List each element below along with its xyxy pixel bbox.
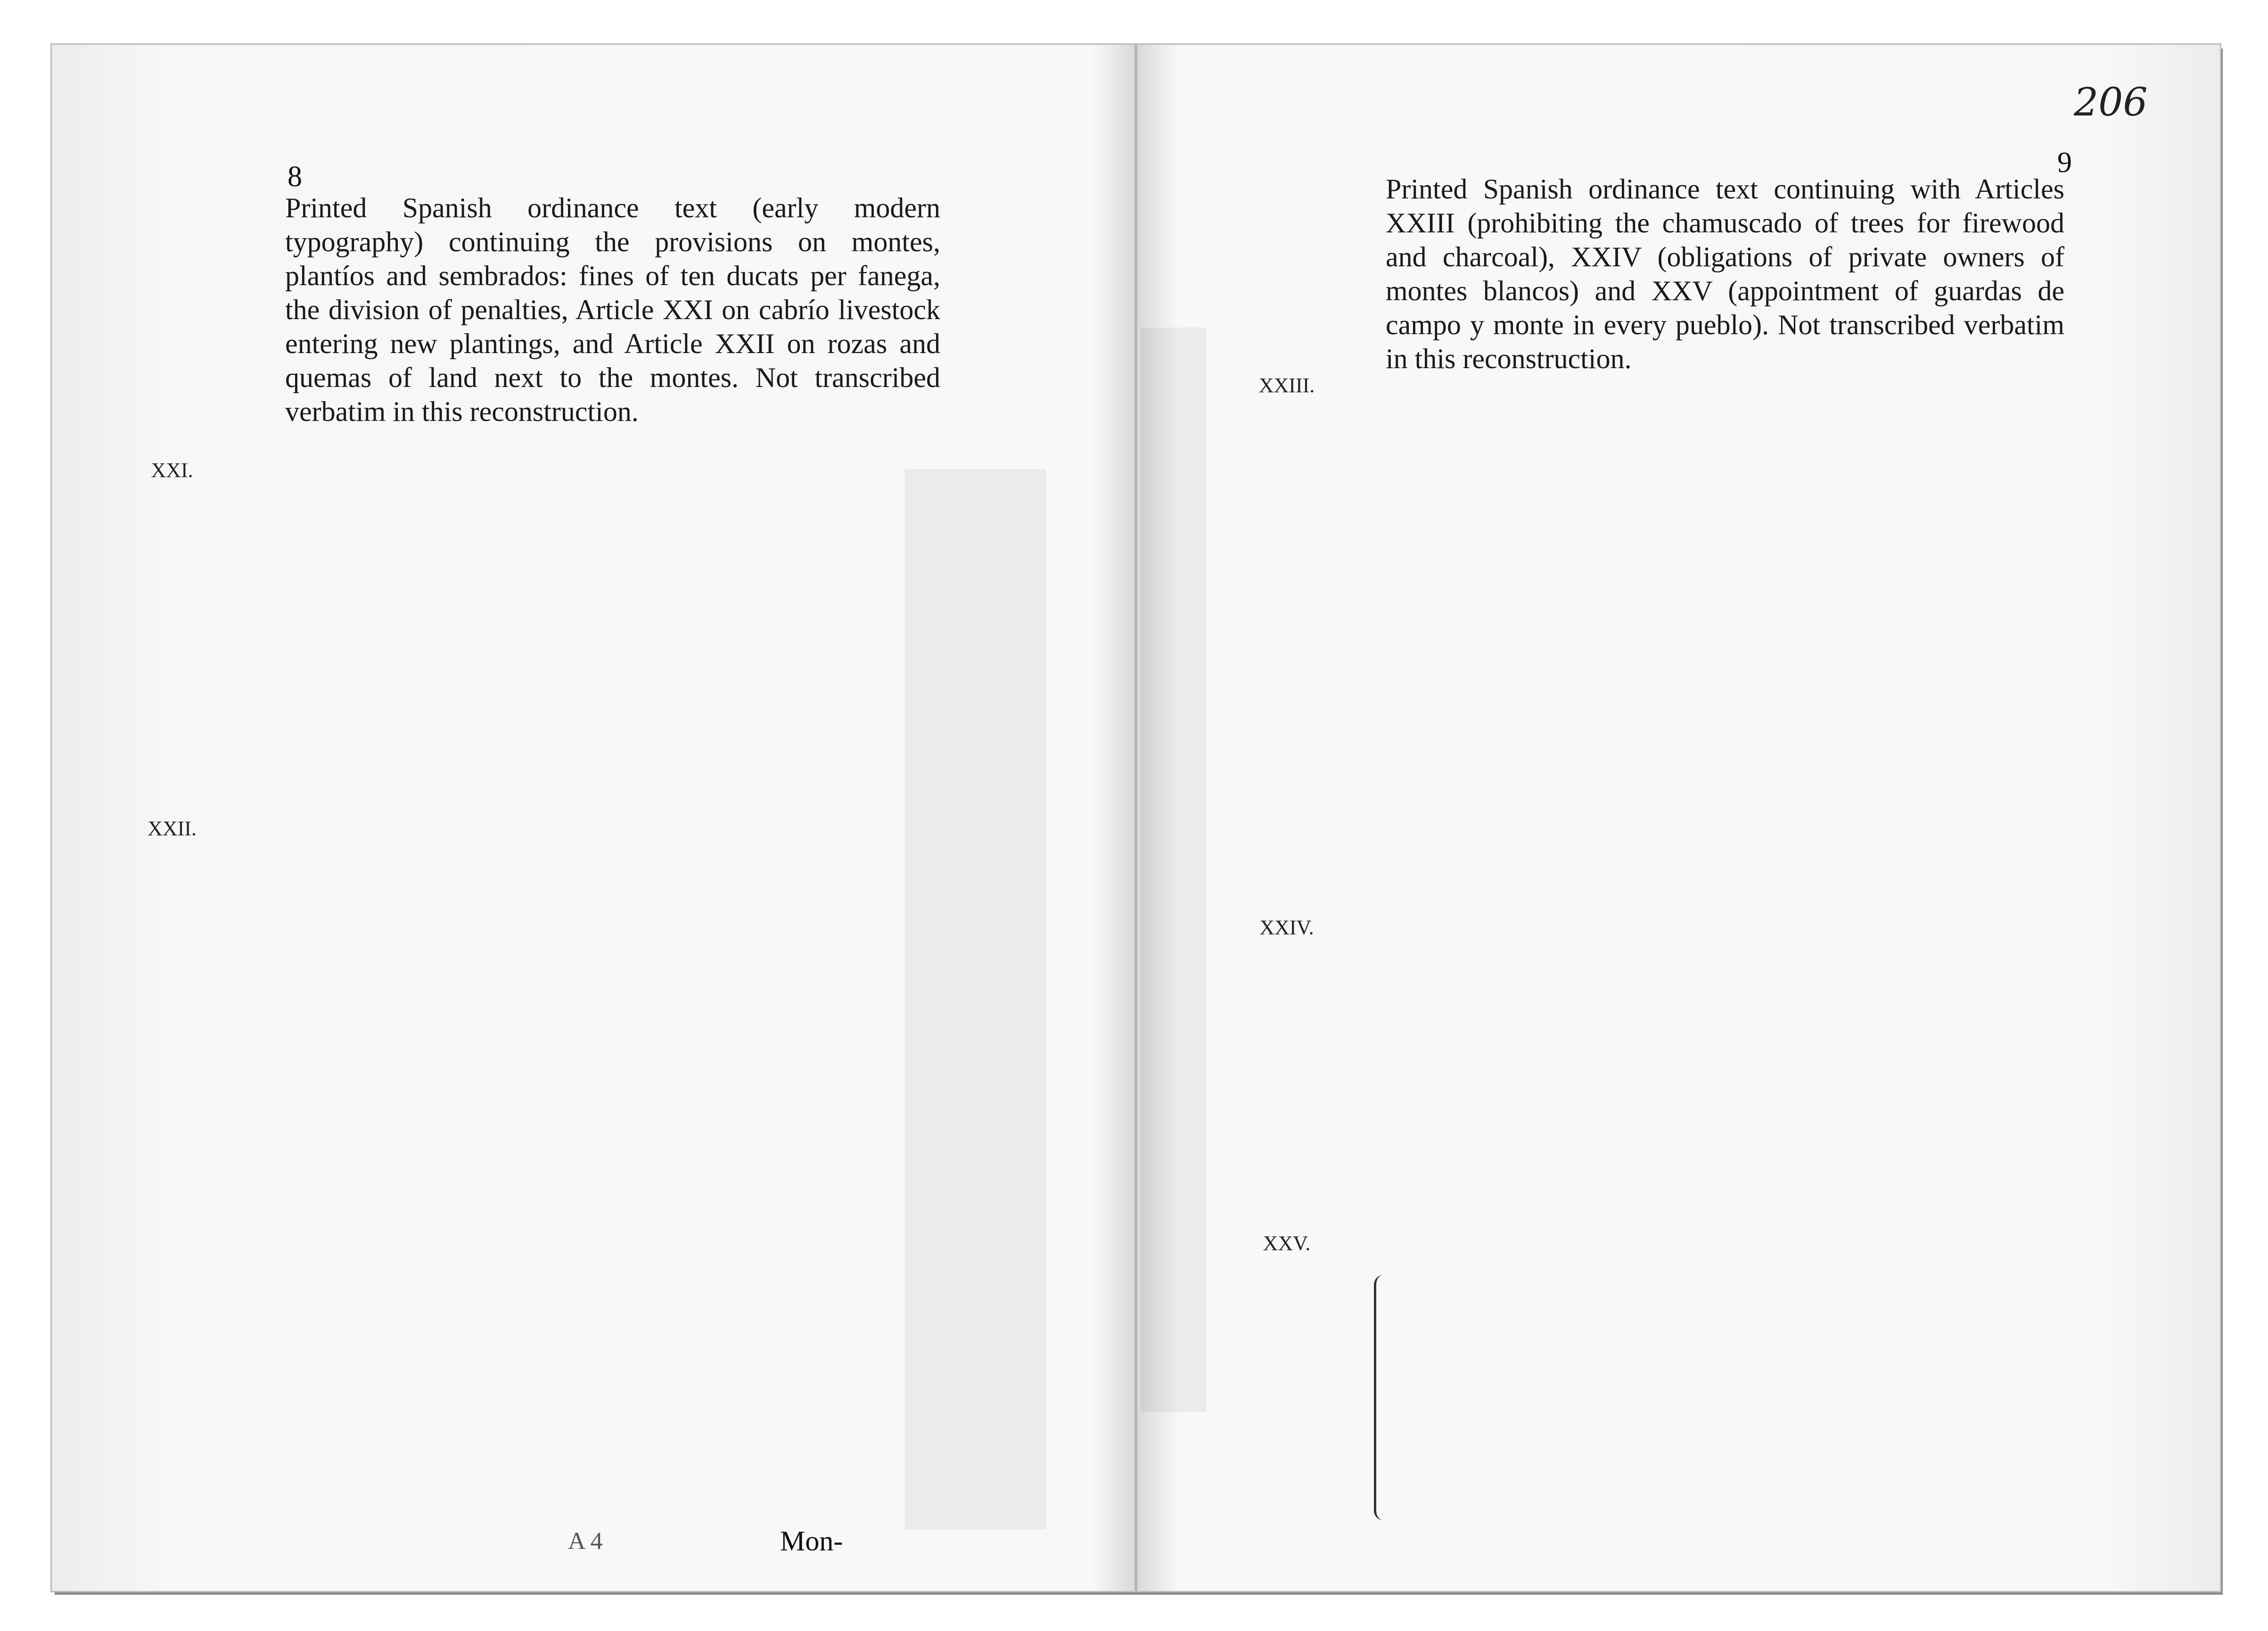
handwritten-folio-number: 206: [2074, 80, 2148, 125]
left-signature-mark: A 4: [568, 1528, 603, 1555]
left-page-body: Printed Spanish ordinance text (early modern typography) continuing the provisions on montes, plantíos and sembrados: fines of ten ducats per fanega, the division of penalties, Article XXI on cabrío livestock entering new plantings, and Article XXII on rozas and quemas of land next to the montes. Not transcribed verbatim in this reconstruction.: [285, 192, 940, 427]
right-page: [1141, 45, 2220, 1591]
right-page-body: Printed Spanish ordinance text continuing with Articles XXIII (prohibiting the chamuscado of trees for firewood and charcoal), XXIV (obligations of private owners of montes blancos) and XXV (appointment of guardas de campo y monte in every pueblo). Not transcribed verbatim in this reconstruction.: [1386, 173, 2064, 374]
manuscript-bracket: [1374, 1275, 1395, 1520]
right-page-number: 9: [2057, 147, 2072, 179]
right-margin-article-xxiii: XXIII.: [1258, 374, 1315, 397]
show-through-inner-margin: [1141, 328, 1207, 1412]
book-gutter: [1134, 45, 1137, 1591]
left-catchword: Mon-: [780, 1525, 843, 1557]
left-page: [52, 45, 1131, 1591]
right-margin-article-xxv: XXV.: [1263, 1232, 1311, 1255]
left-margin-article-xxii: XXII.: [148, 817, 197, 840]
left-page-number: 8: [288, 161, 302, 193]
right-margin-article-xxiv: XXIV.: [1259, 916, 1314, 939]
open-book: [52, 45, 2220, 1591]
left-margin-article-xxi: XXI.: [151, 459, 193, 482]
show-through-margin: [905, 469, 1046, 1530]
